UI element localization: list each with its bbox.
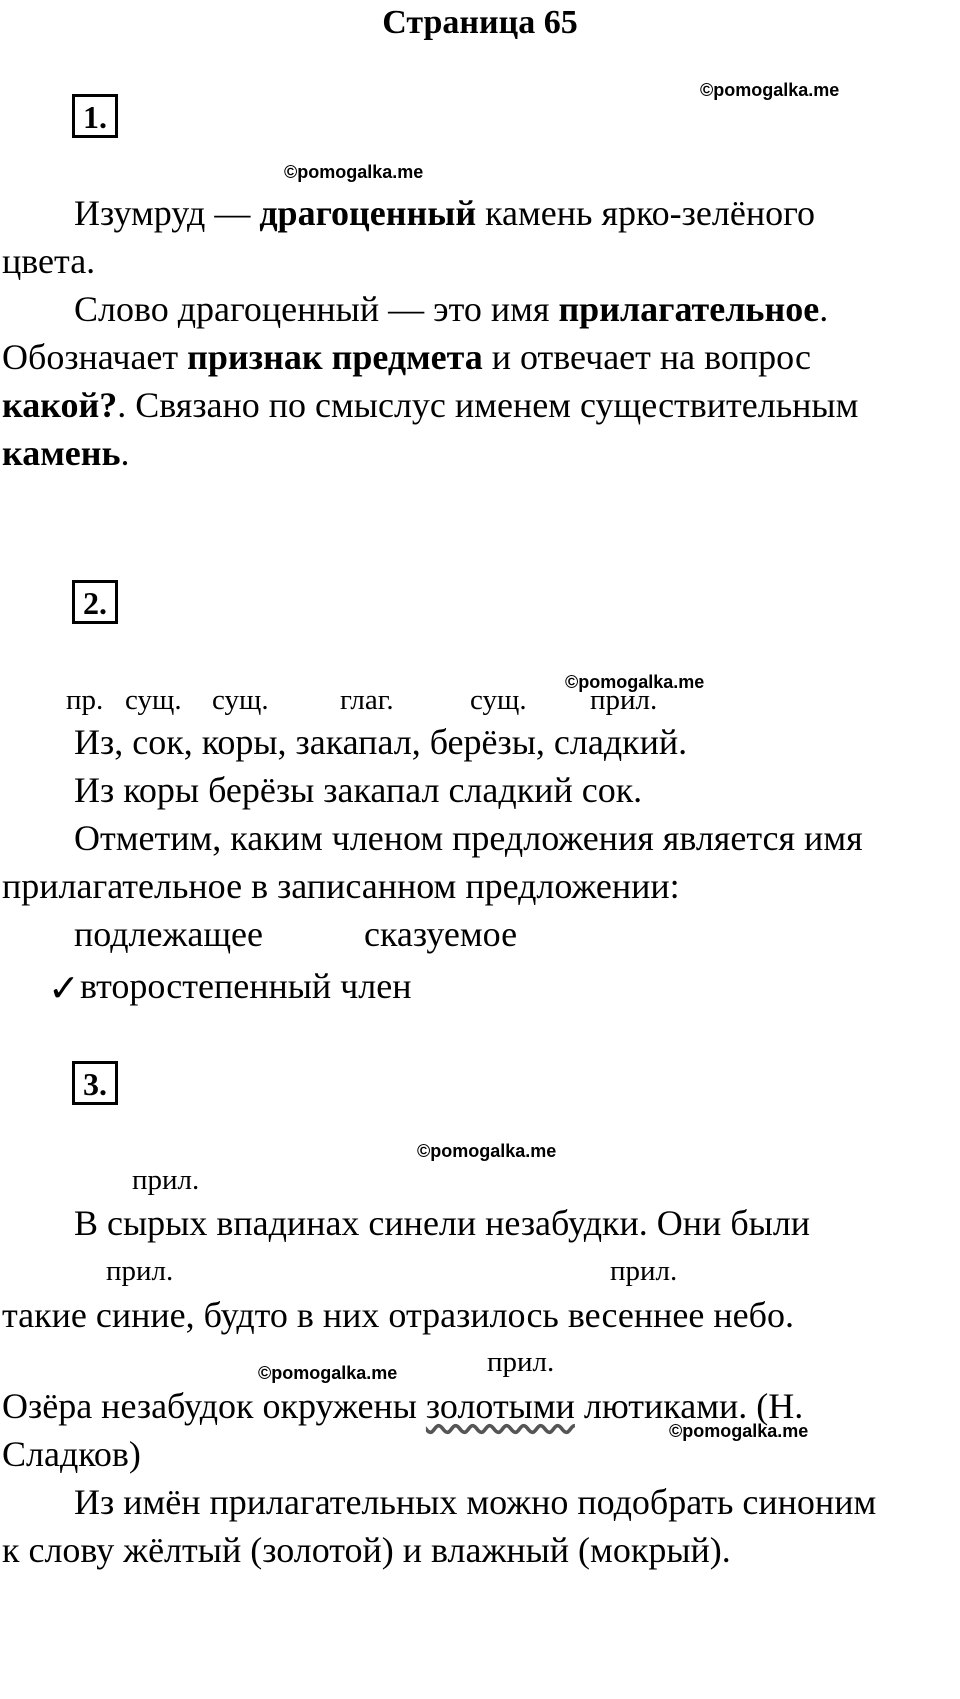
task-number-3: 3. <box>72 1061 118 1105</box>
word-annotation: пр. <box>66 684 104 716</box>
text: лютиками. (Н. <box>574 1386 804 1426</box>
word-annotation: глаг. <box>340 684 394 716</box>
watermark: ©pomogalka.me <box>284 162 424 182</box>
checkmark-icon: ✓ <box>48 966 80 1010</box>
bold-text: камень <box>2 433 121 473</box>
bold-text: драгоценный <box>259 193 477 233</box>
text: Обозначает <box>2 337 188 377</box>
option-predicate: сказуемое <box>364 914 518 954</box>
task2-line-2: Из коры берёзы закапал сладкий сок. <box>74 770 643 810</box>
task2-line-4: прилагательное в записанном предложении: <box>2 866 680 906</box>
word-annotation: сущ. <box>212 684 269 716</box>
word-annotation: прил. <box>487 1346 555 1378</box>
watermark: ©pomogalka.me <box>258 1363 398 1383</box>
task3-line-5: Из имён прилагательных можно подобрать синоним <box>74 1482 877 1522</box>
text: . <box>819 289 829 329</box>
text: Слово драгоценный — это имя <box>74 289 559 329</box>
task1-line-3 <box>74 291 828 327</box>
task2-line-1: Из, сок, коры, закапал, берёзы, сладкий. <box>74 722 688 762</box>
task3-line-6: к слову жёлтый (золотой) и влажный (мокрый). <box>2 1530 731 1570</box>
word-annotation: прил. <box>590 684 658 716</box>
text: и отвечает на вопрос <box>482 337 812 377</box>
task1-line-4 <box>2 339 811 375</box>
text: Изумруд — <box>74 193 260 233</box>
task1-line-6 <box>2 435 129 471</box>
task3-line-4: Сладков) <box>2 1434 141 1474</box>
task-number-1: 1. <box>72 94 118 138</box>
text: Озёра незабудок окружены <box>2 1386 426 1426</box>
watermark: ©pomogalka.me <box>669 1421 809 1441</box>
text: камень ярко-зелёного <box>476 193 815 233</box>
underlined-word: золотыми <box>425 1386 575 1426</box>
page-title: Страница 65 <box>382 4 578 41</box>
task1-line-5 <box>2 387 858 423</box>
option-subject: подлежащее <box>74 914 264 954</box>
word-annotation: прил. <box>132 1164 200 1196</box>
word-annotation: сущ. <box>125 684 182 716</box>
option-secondary-member: второстепенный член <box>80 966 412 1006</box>
task3-line-3 <box>2 1388 803 1424</box>
bold-text: признак предмета <box>187 337 483 377</box>
task1-line-2: цвета. <box>2 241 96 281</box>
word-annotation: прил. <box>610 1255 678 1287</box>
task3-line-2: такие синие, будто в них отразилось весеннее небо. <box>2 1295 794 1335</box>
task3-line-1: В сырых впадинах синели незабудки. Они были <box>74 1203 811 1243</box>
bold-text: какой? <box>2 385 118 425</box>
word-annotation: прил. <box>106 1255 174 1287</box>
text: . Связано по смыслус именем существительным <box>117 385 859 425</box>
text: . <box>120 433 130 473</box>
word-annotation: сущ. <box>470 684 527 716</box>
watermark: ©pomogalka.me <box>565 672 705 692</box>
watermark: ©pomogalka.me <box>700 80 840 100</box>
task-number-2: 2. <box>72 580 118 624</box>
bold-text: прилагательное <box>558 289 820 329</box>
task1-line-1 <box>74 195 815 231</box>
watermark: ©pomogalka.me <box>417 1141 557 1161</box>
task2-line-3: Отметим, каким членом предложения является имя <box>74 818 863 858</box>
